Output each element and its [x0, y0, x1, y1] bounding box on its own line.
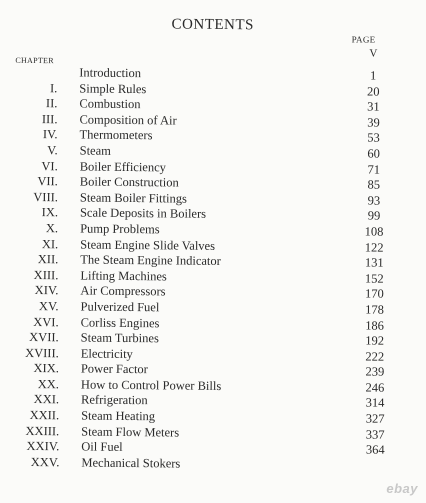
chapter-page-number: 20 [351, 84, 395, 100]
chapter-page-number: 99 [352, 209, 396, 225]
chapter-page-number: 131 [352, 255, 396, 271]
chapter-number: IV. [0, 127, 58, 143]
chapter-page-number: 170 [352, 287, 396, 303]
chapter-column-header: CHAPTER [15, 56, 54, 65]
chapter-title: Introduction [79, 65, 141, 81]
chapter-page-number: 152 [352, 271, 396, 287]
chapter-number: XXV. [1, 455, 59, 471]
chapter-number: I. [0, 80, 57, 96]
chapter-title: Thermometers [79, 128, 152, 144]
chapter-number: X. [0, 221, 58, 237]
chapter-page-number: 327 [353, 411, 397, 427]
chapter-number: XVII. [1, 330, 59, 346]
chapter-number: XIV. [0, 283, 58, 299]
chapter-title: How to Control Power Bills [81, 377, 221, 394]
chapter-page-number: 71 [352, 162, 396, 178]
chapter-title: The Steam Engine Indicator [80, 253, 221, 270]
chapter-number: VII. [0, 174, 58, 190]
chapter-page-number: 222 [353, 349, 397, 365]
chapter-title: Corliss Engines [81, 315, 160, 331]
chapter-page-number: 337 [353, 427, 397, 443]
chapter-title: Boiler Construction [80, 175, 179, 192]
chapter-page-number: 122 [352, 240, 396, 256]
chapter-page-number: 60 [352, 146, 396, 162]
chapter-title: Oil Fuel [81, 440, 122, 456]
chapter-number: VIII. [0, 189, 58, 205]
chapter-title: Power Factor [81, 362, 148, 378]
chapter-title: Refrigeration [81, 393, 148, 409]
chapter-title: Pulverized Fuel [80, 299, 159, 315]
chapter-title: Steam Flow Meters [81, 424, 179, 441]
page-title: CONTENTS [0, 15, 426, 36]
chapter-number: XV. [0, 299, 58, 315]
chapter-page-number: 364 [353, 443, 397, 459]
chapter-title: Boiler Efficiency [80, 159, 166, 175]
chapter-title: Electricity [81, 346, 133, 362]
chapter-page-number: 39 [351, 115, 395, 131]
chapter-title: Air Compressors [80, 284, 165, 300]
chapter-page-number: 246 [353, 380, 397, 396]
chapter-page-number: 53 [351, 131, 395, 147]
chapter-title: Steam Heating [81, 409, 155, 425]
chapter-number: XXIV. [1, 439, 59, 455]
chapter-number [0, 65, 57, 66]
chapter-number: XVIII. [1, 345, 59, 361]
chapter-number: XII. [0, 252, 58, 268]
chapter-page-number: 192 [353, 333, 397, 349]
preface-page-number: V [369, 48, 377, 60]
table-of-contents [0, 65, 425, 475]
chapter-page-number: 314 [353, 396, 397, 412]
chapter-number: XXIII. [1, 423, 59, 439]
toc-entry [1, 455, 426, 475]
chapter-page-number: 31 [351, 100, 395, 116]
chapter-title: Lifting Machines [80, 268, 167, 284]
chapter-number: XIX. [1, 361, 59, 377]
chapter-title: Pump Problems [80, 221, 160, 237]
chapter-title: Composition of Air [79, 112, 176, 129]
chapter-title: Steam Engine Slide Valves [80, 237, 215, 254]
chapter-number: II. [0, 96, 57, 112]
chapter-number: V. [0, 143, 58, 159]
chapter-title: Mechanical Stokers [81, 455, 180, 472]
chapter-number: XXI. [1, 392, 59, 408]
chapter-number: XXII. [1, 408, 59, 424]
chapter-page-number: 239 [353, 365, 397, 381]
chapter-title: Steam Turbines [81, 331, 159, 347]
chapter-title: Steam [80, 143, 111, 159]
chapter-page-number: 93 [352, 193, 396, 209]
chapter-page-number: 85 [352, 178, 396, 194]
ebay-watermark: ebay [386, 481, 418, 496]
chapter-number: XIII. [0, 267, 58, 283]
chapter-title: Combustion [79, 97, 140, 113]
chapter-number: XVI. [1, 314, 59, 330]
chapter-page-number: 178 [352, 302, 396, 318]
page-column-header: PAGE [352, 34, 376, 44]
chapter-page-number: 1 [351, 68, 395, 84]
chapter-title: Scale Deposits in Boilers [80, 206, 206, 223]
chapter-number: III. [0, 111, 58, 127]
chapter-page-number: 186 [353, 318, 397, 334]
chapter-page-number: 108 [352, 224, 396, 240]
chapter-number: IX. [0, 205, 58, 221]
chapter-title: Simple Rules [79, 81, 146, 97]
chapter-number: XX. [1, 377, 59, 393]
chapter-number: VI. [0, 158, 58, 174]
chapter-number: XI. [0, 236, 58, 252]
chapter-title: Steam Boiler Fittings [80, 190, 187, 207]
